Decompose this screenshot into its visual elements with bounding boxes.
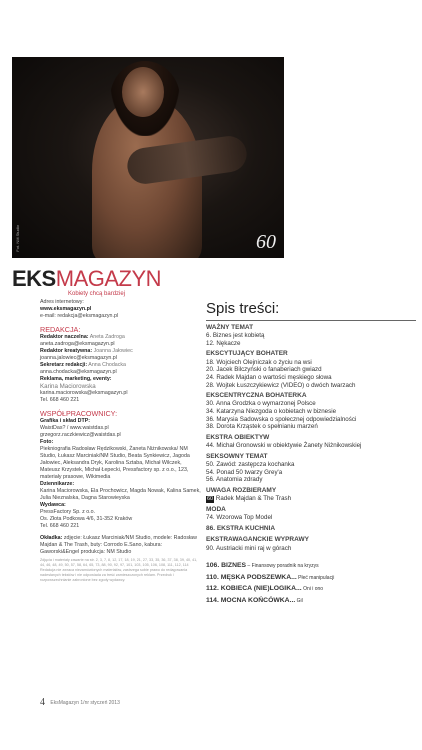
- page-footer: [40, 697, 120, 708]
- toc-section-head: EKSCYTUJĄCY BOHATER: [206, 350, 288, 358]
- toc-item[interactable]: 56. Anatomia zdrady: [206, 476, 263, 484]
- toc-title: Spis treści:: [206, 300, 280, 317]
- sekretarz-email[interactable]: anna.chodacka@eksmagazyn.pl: [40, 369, 117, 375]
- foto-text: Piekniografia Radosław Rędzikowski, Żaneta Niżnikowska/ NM Studio, Łukasz Marciniak/NM Studio, Beata Synkiewicz, Jagoda Jałowiec, Aleksandra Dryk, Karolina Sztaba, Michał Wilczek, Mateusz Krzystek, Michał Łepecki, Pressfactory sp. z o.o., 123, materiały prasowe, Wikimedia: [40, 446, 190, 480]
- naczelna-label: Redaktor naczelna:: [40, 334, 89, 340]
- dziennikarze-label: Dziennikarze:: [40, 481, 75, 487]
- toc-section-head: MODA: [206, 506, 226, 514]
- toc-item[interactable]: 24. Radek Majdan o wartości męskiego słowa: [206, 373, 332, 381]
- website-link[interactable]: www.eksmagazyn.pl: [40, 306, 92, 312]
- footer-issue: EksMagazyn 1/nr styczeń 2013: [50, 699, 120, 706]
- toc-item-big[interactable]: [206, 597, 416, 606]
- toc-item[interactable]: 44. Michał Gronowski w obiektywie Żanety Niżnikowskiej: [206, 442, 362, 450]
- foto-label: Foto:: [40, 439, 54, 445]
- toc-item[interactable]: 38. Dorota Krząstek o spełnianiu marzeń: [206, 423, 318, 431]
- logo-tagline: Kobiety chcą bardziej: [68, 291, 126, 297]
- toc-big-rest: – Finansowy poradnik na kryzys: [246, 563, 319, 570]
- wspolpracownicy-heading: WSPÓŁPRACOWNICY:: [40, 409, 118, 418]
- wydawca-label: Wydawca:: [40, 502, 66, 508]
- reklama-label: Reklama, marketing, eventy:: [40, 376, 112, 382]
- kreatywna-name: Joanna Jałowiec: [92, 348, 133, 354]
- toc-item[interactable]: 54. Ponad 50 twarzy Grey'a: [206, 468, 283, 476]
- toc-item[interactable]: 50. Zawód: zastępcza kochanka: [206, 461, 295, 469]
- grafika-line-1: WaistDas? / www.waistdas.pl: [40, 425, 109, 431]
- magazine-logo: [12, 266, 162, 297]
- toc-item-big[interactable]: [206, 562, 416, 571]
- toc-item[interactable]: 30. Anna Grodzka o wymarzonej Polsce: [206, 400, 316, 408]
- toc-section-head: SEKSOWNY TEMAT: [206, 452, 268, 460]
- toc-big-lead: 112. KOBIECA (NIE)LOGIKA...: [206, 585, 302, 593]
- toc-item[interactable]: 28. Wojtek Łuszczykiewicz (VIDEO) o dwóch twarzach: [206, 381, 356, 389]
- toc-item-big[interactable]: [206, 585, 416, 594]
- toc-item[interactable]: 20. Jacek Bilczyński o fanaberiach gwiazd: [206, 366, 322, 374]
- okladka-text: zdjęcie: Łukasz Marciniak/NM Studio, modele: Radosław Majdan & The Trash, buty: Corrodo E.Sano, kabura: Gaworski&Engel produkcja: NM Studio: [40, 535, 197, 555]
- toc-item[interactable]: 74. Wzorowa Top Model: [206, 514, 273, 522]
- toc-item[interactable]: 34. Katarzyna Niezgoda o kobietach w biznesie: [206, 408, 337, 416]
- toc-item[interactable]: 6. Biznes jest kobietą: [206, 332, 265, 340]
- naczelna-name: Aneta Zadroga: [88, 334, 125, 340]
- toc-section-head: UWAGA ROZBIERAMY: [206, 486, 277, 494]
- toc-section-head: WAŻNY TEMAT: [206, 324, 254, 331]
- address-label: Adres internetowy:: [40, 299, 84, 305]
- toc-item[interactable]: 18. Wojciech Olejniczak o życiu na wsi: [206, 358, 312, 366]
- wydawca-line-2: Os. Złota Podkowa 4/6, 31-352 Kraków: [40, 516, 133, 522]
- reklama-name: Karina Maciorowska: [40, 383, 96, 390]
- toc-section-head: EKSTRAWAGANCKIE WYPRAWY: [206, 536, 309, 544]
- toc-item[interactable]: 36. Marysia Sadowska o społecznej odpowiedzialności: [206, 415, 357, 423]
- photo-figure-head: [122, 67, 164, 117]
- photo-credit: Fot. NM Studio: [15, 225, 20, 252]
- toc-big-lead: 110. MĘSKA PODSZEWKA...: [206, 573, 297, 581]
- toc-item-big[interactable]: [206, 574, 416, 583]
- photo-page-number: 60: [256, 231, 276, 253]
- highlight-text: Radek Majdan & The Trash: [214, 495, 292, 503]
- footer-page-number: 4: [40, 697, 45, 708]
- toc-item-kuchnia[interactable]: 86. EKSTRA KUCHNIA: [206, 524, 276, 532]
- toc-big-lead: 106. BIZNES: [206, 562, 247, 570]
- toc-item[interactable]: 90. Austriacki mini raj w górach: [206, 544, 292, 552]
- masthead: [40, 299, 202, 583]
- reklama-tel: Tel. 668 460 221: [40, 397, 80, 403]
- okladka-label: Okładka:: [40, 535, 63, 541]
- wydawca-tel: Tel. 668 460 221: [40, 523, 80, 529]
- toc-big-lead: 114. MOCNA KOŃCÓWKA...: [206, 596, 296, 604]
- wydawca-line-1: PressFactory Sp. z o.o.: [40, 509, 96, 515]
- reklama-email[interactable]: karina.maciorowska@eksmagazyn.pl: [40, 390, 128, 396]
- contact-email[interactable]: e-mail: redakcja@eksmagazyn.pl: [40, 313, 119, 319]
- dziennikarze-text: Karina Maciorowska, Ela Prochowicz, Magda Nowak, Kalina Samek, Julia Nieznalska, Dagna Starowieyska: [40, 488, 201, 501]
- fine-print: Zdjęcia i materiały zawarte na str. 2, 3, 7, 8, 12, 17, 18, 19, 21, 27, 33, 35, 36, 37, 38, 39, 40, 41, 44, 46, 48, 49, 50, 57, 58, 64, 65, 73, 88, 90, 92, 97, 101, 103, 105, 106, 108, 111, 112, 114 Redakcja nie zwraca niezamówionych materiałów, zastrzega sobie prawo do redagowania nadesłanych tekstów i nie odpowiada za treść zamieszczonych reklam. Przedruk i rozpowszechnianie zabronione bez zgody wydawcy.: [40, 558, 198, 582]
- grafika-label: Grafika i skład DTP:: [40, 418, 91, 424]
- toc-big-rest: Oni i ono: [301, 586, 324, 593]
- logo-magazyn: MAGAZYN: [55, 266, 162, 291]
- redakcja-heading: REDAKCJA:: [40, 325, 81, 334]
- highlight-page-badge: 60: [207, 496, 214, 503]
- toc-section-head: EKSTRA OBIEKTYW: [206, 433, 270, 441]
- table-of-contents: [206, 300, 416, 605]
- toc-big-rest: Gil: [295, 597, 303, 604]
- naczelna-email[interactable]: aneta.zadroga@eksmagazyn.pl: [40, 341, 115, 347]
- grafika-line-2: grzegorz.raczkiewicz@waistdas.pl: [40, 432, 121, 438]
- cover-photo: [12, 57, 284, 258]
- sekretarz-name: Anna Chodacka: [87, 362, 126, 368]
- toc-item[interactable]: 12. Nękacze: [206, 339, 241, 347]
- toc-divider: [206, 320, 416, 321]
- kreatywna-label: Redaktor kreatywna:: [40, 348, 93, 354]
- toc-section-head: EKSCENTRYCZNA BOHATERKA: [206, 392, 307, 400]
- toc-big-rest: Płeć manipulacji: [296, 574, 335, 581]
- sekretarz-label: Sekretarz redakcji:: [40, 362, 88, 368]
- toc-item-highlight[interactable]: [206, 495, 416, 503]
- kreatywna-email[interactable]: joanna.jalowiec@eksmagazyn.pl: [40, 355, 117, 361]
- logo-eks: EKS: [12, 266, 56, 291]
